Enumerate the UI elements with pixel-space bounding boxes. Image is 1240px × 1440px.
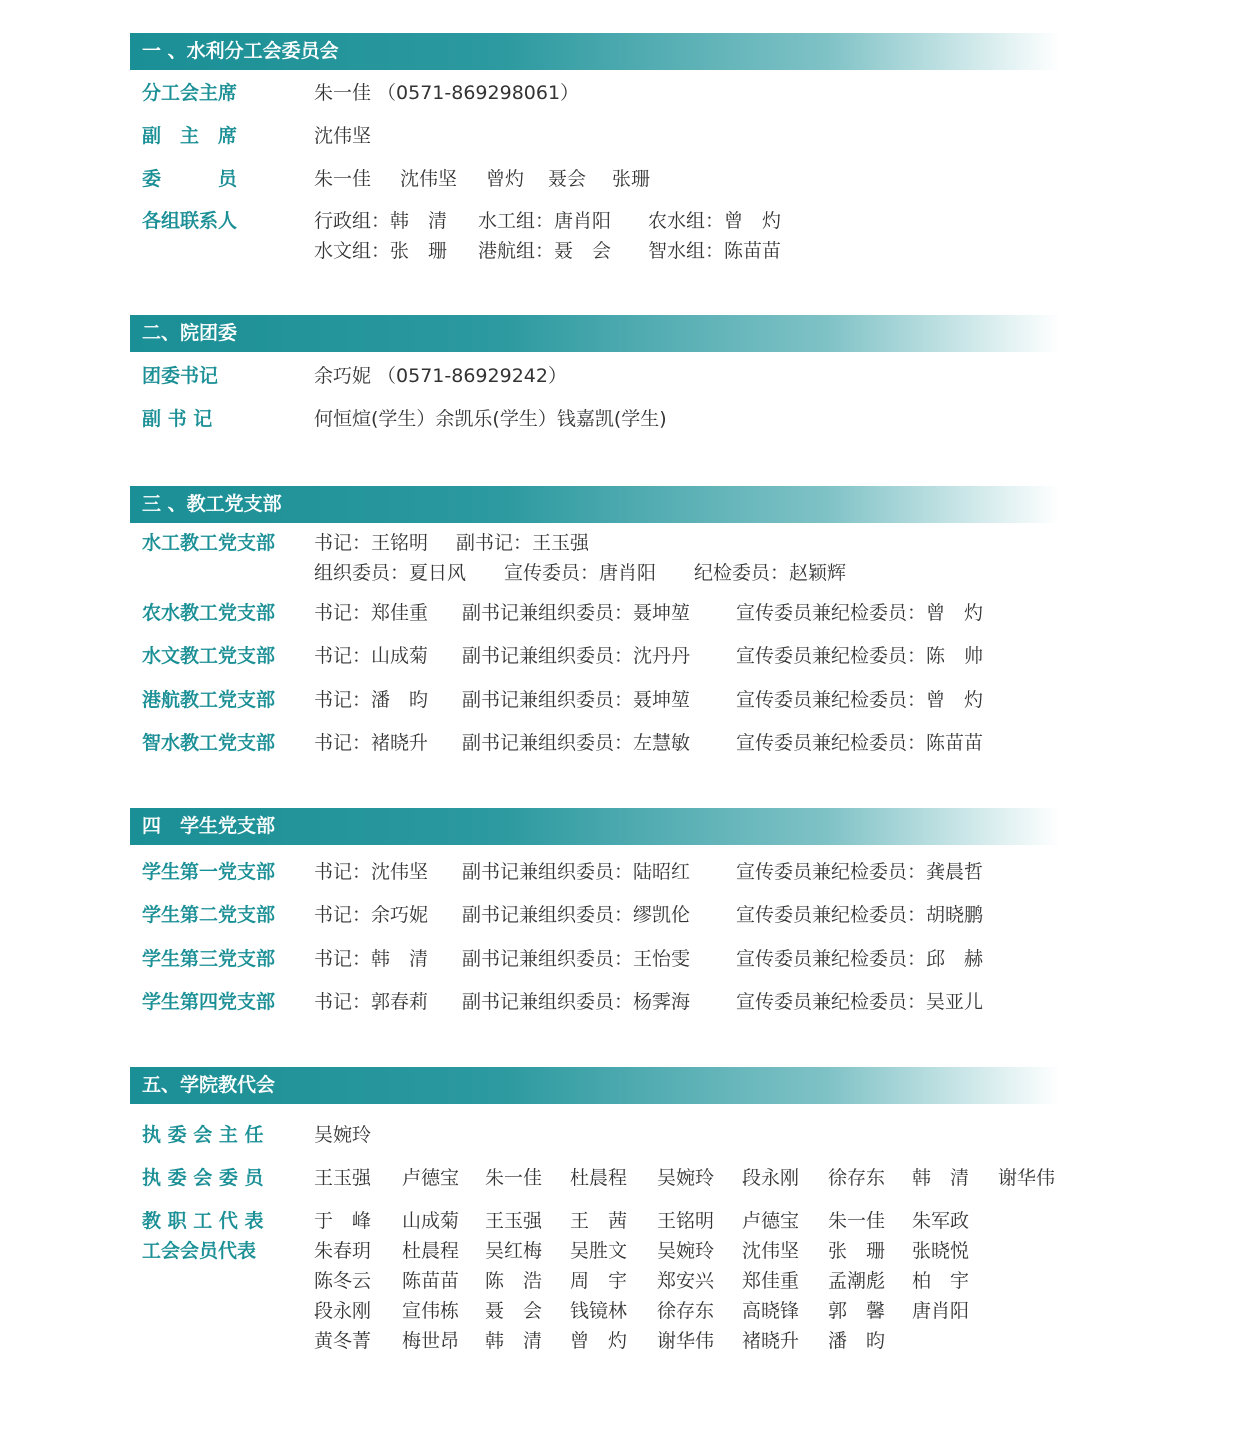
row-label: 学生第四党支部 [142, 991, 276, 1013]
role-item: 书记：沈伟坚 [314, 861, 429, 883]
role-item: 书记：潘 昀 [314, 689, 429, 711]
representative-name: 王铭明 [657, 1210, 715, 1232]
member-name: 聂会 [548, 168, 587, 190]
contact-item: 港航组：聂 会 [478, 240, 612, 262]
row-label: 执 委 会 委 员 [142, 1167, 264, 1189]
representative-name: 杜晨程 [402, 1240, 460, 1262]
representative-name: 孟潮彪 [828, 1270, 886, 1292]
representative-name: 吴婉玲 [657, 1240, 715, 1262]
representative-name: 唐肖阳 [912, 1300, 970, 1322]
contact-item: 水文组：张 珊 [314, 240, 448, 262]
role-item: 副书记兼组织委员：聂坤堃 [462, 602, 691, 624]
row-label: 农水教工党支部 [142, 602, 276, 624]
member-name: 卢德宝 [402, 1167, 460, 1189]
role-item: 宣传委员兼纪检委员：龚晨哲 [736, 861, 984, 883]
member-name: 吴婉玲 [657, 1167, 715, 1189]
representative-name: 潘 昀 [828, 1330, 886, 1352]
representative-name: 宣伟栋 [402, 1300, 460, 1322]
member-name: 朱一佳 [485, 1167, 543, 1189]
row-label: 委 员 [142, 168, 238, 190]
member-name: 王玉强 [314, 1167, 372, 1189]
role-item: 副书记：王玉强 [456, 532, 590, 554]
role-item: 书记：山成菊 [314, 645, 429, 667]
representative-name: 卢德宝 [742, 1210, 800, 1232]
role-item: 宣传委员兼纪检委员：邱 赫 [736, 948, 984, 970]
row-value: 沈伟坚 [314, 125, 372, 147]
section-1-title: 一 、水利分工会委员会 [130, 33, 1060, 70]
role-item: 宣传委员兼纪检委员：吴亚儿 [736, 991, 984, 1013]
representative-name: 韩 清 [485, 1330, 543, 1352]
representative-name: 周 宇 [570, 1270, 628, 1292]
representative-name: 曾 灼 [570, 1330, 628, 1352]
role-item: 副书记兼组织委员：陆昭红 [462, 861, 691, 883]
role-item: 宣传委员：唐肖阳 [504, 562, 657, 584]
member-name: 曾灼 [486, 168, 525, 190]
representative-name: 吴胜文 [570, 1240, 628, 1262]
representative-name: 于 峰 [314, 1210, 372, 1232]
representative-name: 郑佳重 [742, 1270, 800, 1292]
row-label: 智水教工党支部 [142, 732, 276, 754]
representative-name: 段永刚 [314, 1300, 372, 1322]
row-label: 水工教工党支部 [142, 532, 276, 554]
representative-name: 张 珊 [828, 1240, 886, 1262]
row-label: 港航教工党支部 [142, 689, 276, 711]
contact-item: 农水组：曾 灼 [648, 210, 782, 232]
role-item: 副书记兼组织委员：聂坤堃 [462, 689, 691, 711]
representative-name: 陈 浩 [485, 1270, 543, 1292]
role-item: 副书记兼组织委员：杨霁海 [462, 991, 691, 1013]
role-item: 副书记兼组织委员：缪凯伦 [462, 904, 691, 926]
role-item: 书记：褚晓升 [314, 732, 429, 754]
row-label: 副 书 记 [142, 408, 213, 430]
role-item: 副书记兼组织委员：左慧敏 [462, 732, 691, 754]
representative-name: 朱军政 [912, 1210, 970, 1232]
row-label: 教 职 工 代 表 [142, 1210, 264, 1232]
row-label: 学生第二党支部 [142, 904, 276, 926]
representative-name: 郭 馨 [828, 1300, 886, 1322]
representative-name: 王玉强 [485, 1210, 543, 1232]
member-name: 朱一佳 [314, 168, 372, 190]
member-name: 张珊 [612, 168, 651, 190]
row-label-group [142, 1206, 263, 1266]
member-name: 徐存东 [828, 1167, 886, 1189]
row-label: 各组联系人 [142, 210, 238, 232]
section-4-title: 四 学生党支部 [130, 808, 1060, 845]
role-item: 副书记兼组织委员：沈丹丹 [462, 645, 691, 667]
row-label: 水文教工党支部 [142, 645, 276, 667]
representative-name: 吴红梅 [485, 1240, 543, 1262]
representative-name: 聂 会 [485, 1300, 543, 1322]
role-item: 书记：郭春莉 [314, 991, 429, 1013]
row-value: 何恒煊(学生）余凯乐(学生）钱嘉凯(学生) [314, 408, 667, 430]
row-label: 学生第一党支部 [142, 861, 276, 883]
representative-name: 山成菊 [402, 1210, 460, 1232]
representative-name: 谢华伟 [657, 1330, 715, 1352]
role-item: 宣传委员兼纪检委员：曾 灼 [736, 689, 984, 711]
representative-name: 高晓锋 [742, 1300, 800, 1322]
representative-name: 沈伟坚 [742, 1240, 800, 1262]
role-item: 书记：王铭明 [314, 532, 429, 554]
representative-name: 陈苗苗 [402, 1270, 460, 1292]
contact-item: 行政组：韩 清 [314, 210, 448, 232]
member-name: 韩 清 [912, 1167, 970, 1189]
role-item: 书记：韩 清 [314, 948, 429, 970]
role-item: 副书记兼组织委员：王怡雯 [462, 948, 691, 970]
role-item: 书记：郑佳重 [314, 602, 429, 624]
row-label: 团委书记 [142, 365, 219, 387]
section-5-title: 五、学院教代会 [130, 1067, 1060, 1104]
member-name: 谢华伟 [998, 1167, 1056, 1189]
row-value: 吴婉玲 [314, 1124, 372, 1146]
row-label: 工会会员代表 [142, 1240, 257, 1262]
role-item: 宣传委员兼纪检委员：陈苗苗 [736, 732, 984, 754]
row-label: 执 委 会 主 任 [142, 1124, 264, 1146]
representative-name: 陈冬云 [314, 1270, 372, 1292]
row-value: 朱一佳 （0571-869298061） [314, 82, 580, 104]
role-item: 纪检委员：赵颖辉 [694, 562, 847, 584]
representative-name: 钱镜林 [570, 1300, 628, 1322]
representative-name: 王 茜 [570, 1210, 628, 1232]
representative-name: 黄冬菁 [314, 1330, 372, 1352]
representative-name: 梅世昂 [402, 1330, 460, 1352]
contact-item: 智水组：陈苗苗 [648, 240, 782, 262]
representative-name: 郑安兴 [657, 1270, 715, 1292]
section-2-title: 二、院团委 [130, 315, 1060, 352]
row-label: 副 主 席 [142, 125, 238, 147]
representative-name: 朱春玥 [314, 1240, 372, 1262]
row-label: 分工会主席 [142, 82, 238, 104]
member-name: 杜晨程 [570, 1167, 628, 1189]
representative-name: 张晓悦 [912, 1240, 970, 1262]
representative-name: 柏 宇 [912, 1270, 970, 1292]
row-value: 余巧妮 （0571-86929242） [314, 365, 567, 387]
representative-name: 徐存东 [657, 1300, 715, 1322]
role-item: 宣传委员兼纪检委员：曾 灼 [736, 602, 984, 624]
section-3-title: 三 、教工党支部 [130, 486, 1060, 523]
representative-name: 褚晓升 [742, 1330, 800, 1352]
role-item: 宣传委员兼纪检委员：陈 帅 [736, 645, 984, 667]
member-name: 段永刚 [742, 1167, 800, 1189]
member-name: 沈伟坚 [400, 168, 458, 190]
role-item: 书记：余巧妮 [314, 904, 429, 926]
representative-name: 朱一佳 [828, 1210, 886, 1232]
role-item: 组织委员：夏日风 [314, 562, 467, 584]
contact-item: 水工组：唐肖阳 [478, 210, 612, 232]
role-item: 宣传委员兼纪检委员：胡晓鹏 [736, 904, 984, 926]
row-label: 学生第三党支部 [142, 948, 276, 970]
